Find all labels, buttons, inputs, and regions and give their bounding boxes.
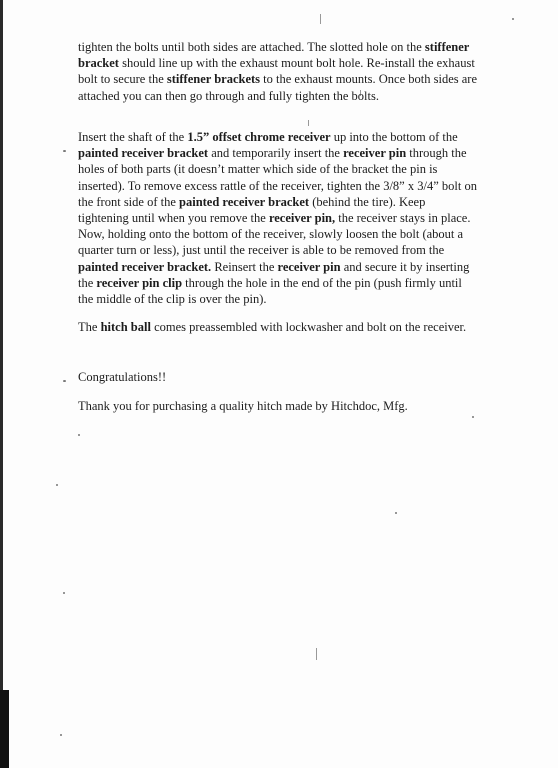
- paragraph-receiver-install: [78, 129, 478, 307]
- text-run: through the holes of both parts (it doesn’t matter which side of the bracket the pin is inserted). To remove excess rattle of the receiver, tighten the 3/8” x 3/4” bolt on the front side of the: [78, 146, 477, 209]
- paragraph-thank-you: [78, 398, 408, 414]
- scan-speck: [63, 380, 66, 382]
- text-run: up into the bottom of the: [330, 130, 458, 144]
- scan-left-edge: [0, 0, 3, 768]
- text-run: comes preassembled with lockwasher and bolt on the receiver.: [150, 320, 467, 334]
- bold-term: receiver pin,: [268, 211, 336, 226]
- scan-speck: [395, 512, 397, 514]
- text-run: (behind the tire). Keep tightening until when you remove the: [78, 194, 426, 226]
- text-run: tighten the bolts until both sides are attached. The slotted hole on the: [78, 40, 425, 54]
- text-run: Insert the shaft of the: [78, 130, 188, 144]
- text-run: Reinsert the: [211, 259, 278, 274]
- bold-term: painted receiver bracket: [78, 146, 209, 161]
- text-run: The: [78, 320, 101, 334]
- scan-speck: [60, 734, 62, 736]
- scan-mark: [316, 648, 317, 660]
- scan-speck: [512, 18, 514, 20]
- text-run: and temporarily insert the: [208, 146, 344, 161]
- text-run: Congratulations!!: [78, 370, 167, 384]
- scan-speck: [63, 150, 66, 152]
- text-run: and secure it by inserting the: [78, 259, 470, 290]
- scan-speck: [63, 592, 65, 594]
- scan-corner-shadow: [0, 690, 9, 768]
- paragraph-stiffener-bracket: [78, 39, 478, 104]
- text-run: should line up with the exhaust mount bolt hole. Re-install the exhaust bolt to secure the: [78, 56, 475, 87]
- paragraph-congratulations: [78, 369, 166, 385]
- bold-term: stiffener bracket: [78, 40, 470, 71]
- bold-term: 1.5” offset chrome receiver: [187, 130, 331, 144]
- bold-term: stiffener brackets: [166, 72, 261, 87]
- bold-term: hitch ball: [100, 320, 151, 334]
- bold-term: receiver pin clip: [96, 275, 183, 290]
- paragraph-hitch-ball: [78, 319, 466, 335]
- text-run: through the hole in the end of the pin (push firmly until the middle of the clip is over the pin).: [78, 275, 462, 307]
- text-run: the receiver stays in place. Now, holding onto the bottom of the receiver, slowly loosen the bolt (about a quarter turn or less), just until the receiver is able to be removed from the: [78, 211, 471, 258]
- bold-term: receiver pin: [277, 259, 341, 274]
- scan-mark: [308, 120, 309, 126]
- scan-speck: [56, 484, 58, 486]
- bold-term: painted receiver bracket.: [78, 259, 212, 274]
- bold-term: receiver pin: [343, 146, 407, 161]
- scan-speck: [78, 434, 80, 436]
- text-run: Thank you for purchasing a quality hitch made by Hitchdoc, Mfg.: [78, 399, 408, 413]
- scan-mark: [320, 14, 321, 24]
- scan-speck: [472, 416, 474, 418]
- bold-term: painted receiver bracket: [179, 194, 310, 209]
- text-run: to the exhaust mounts. Once both sides are attached you can then go through and fully tighten the bolts.: [78, 72, 477, 103]
